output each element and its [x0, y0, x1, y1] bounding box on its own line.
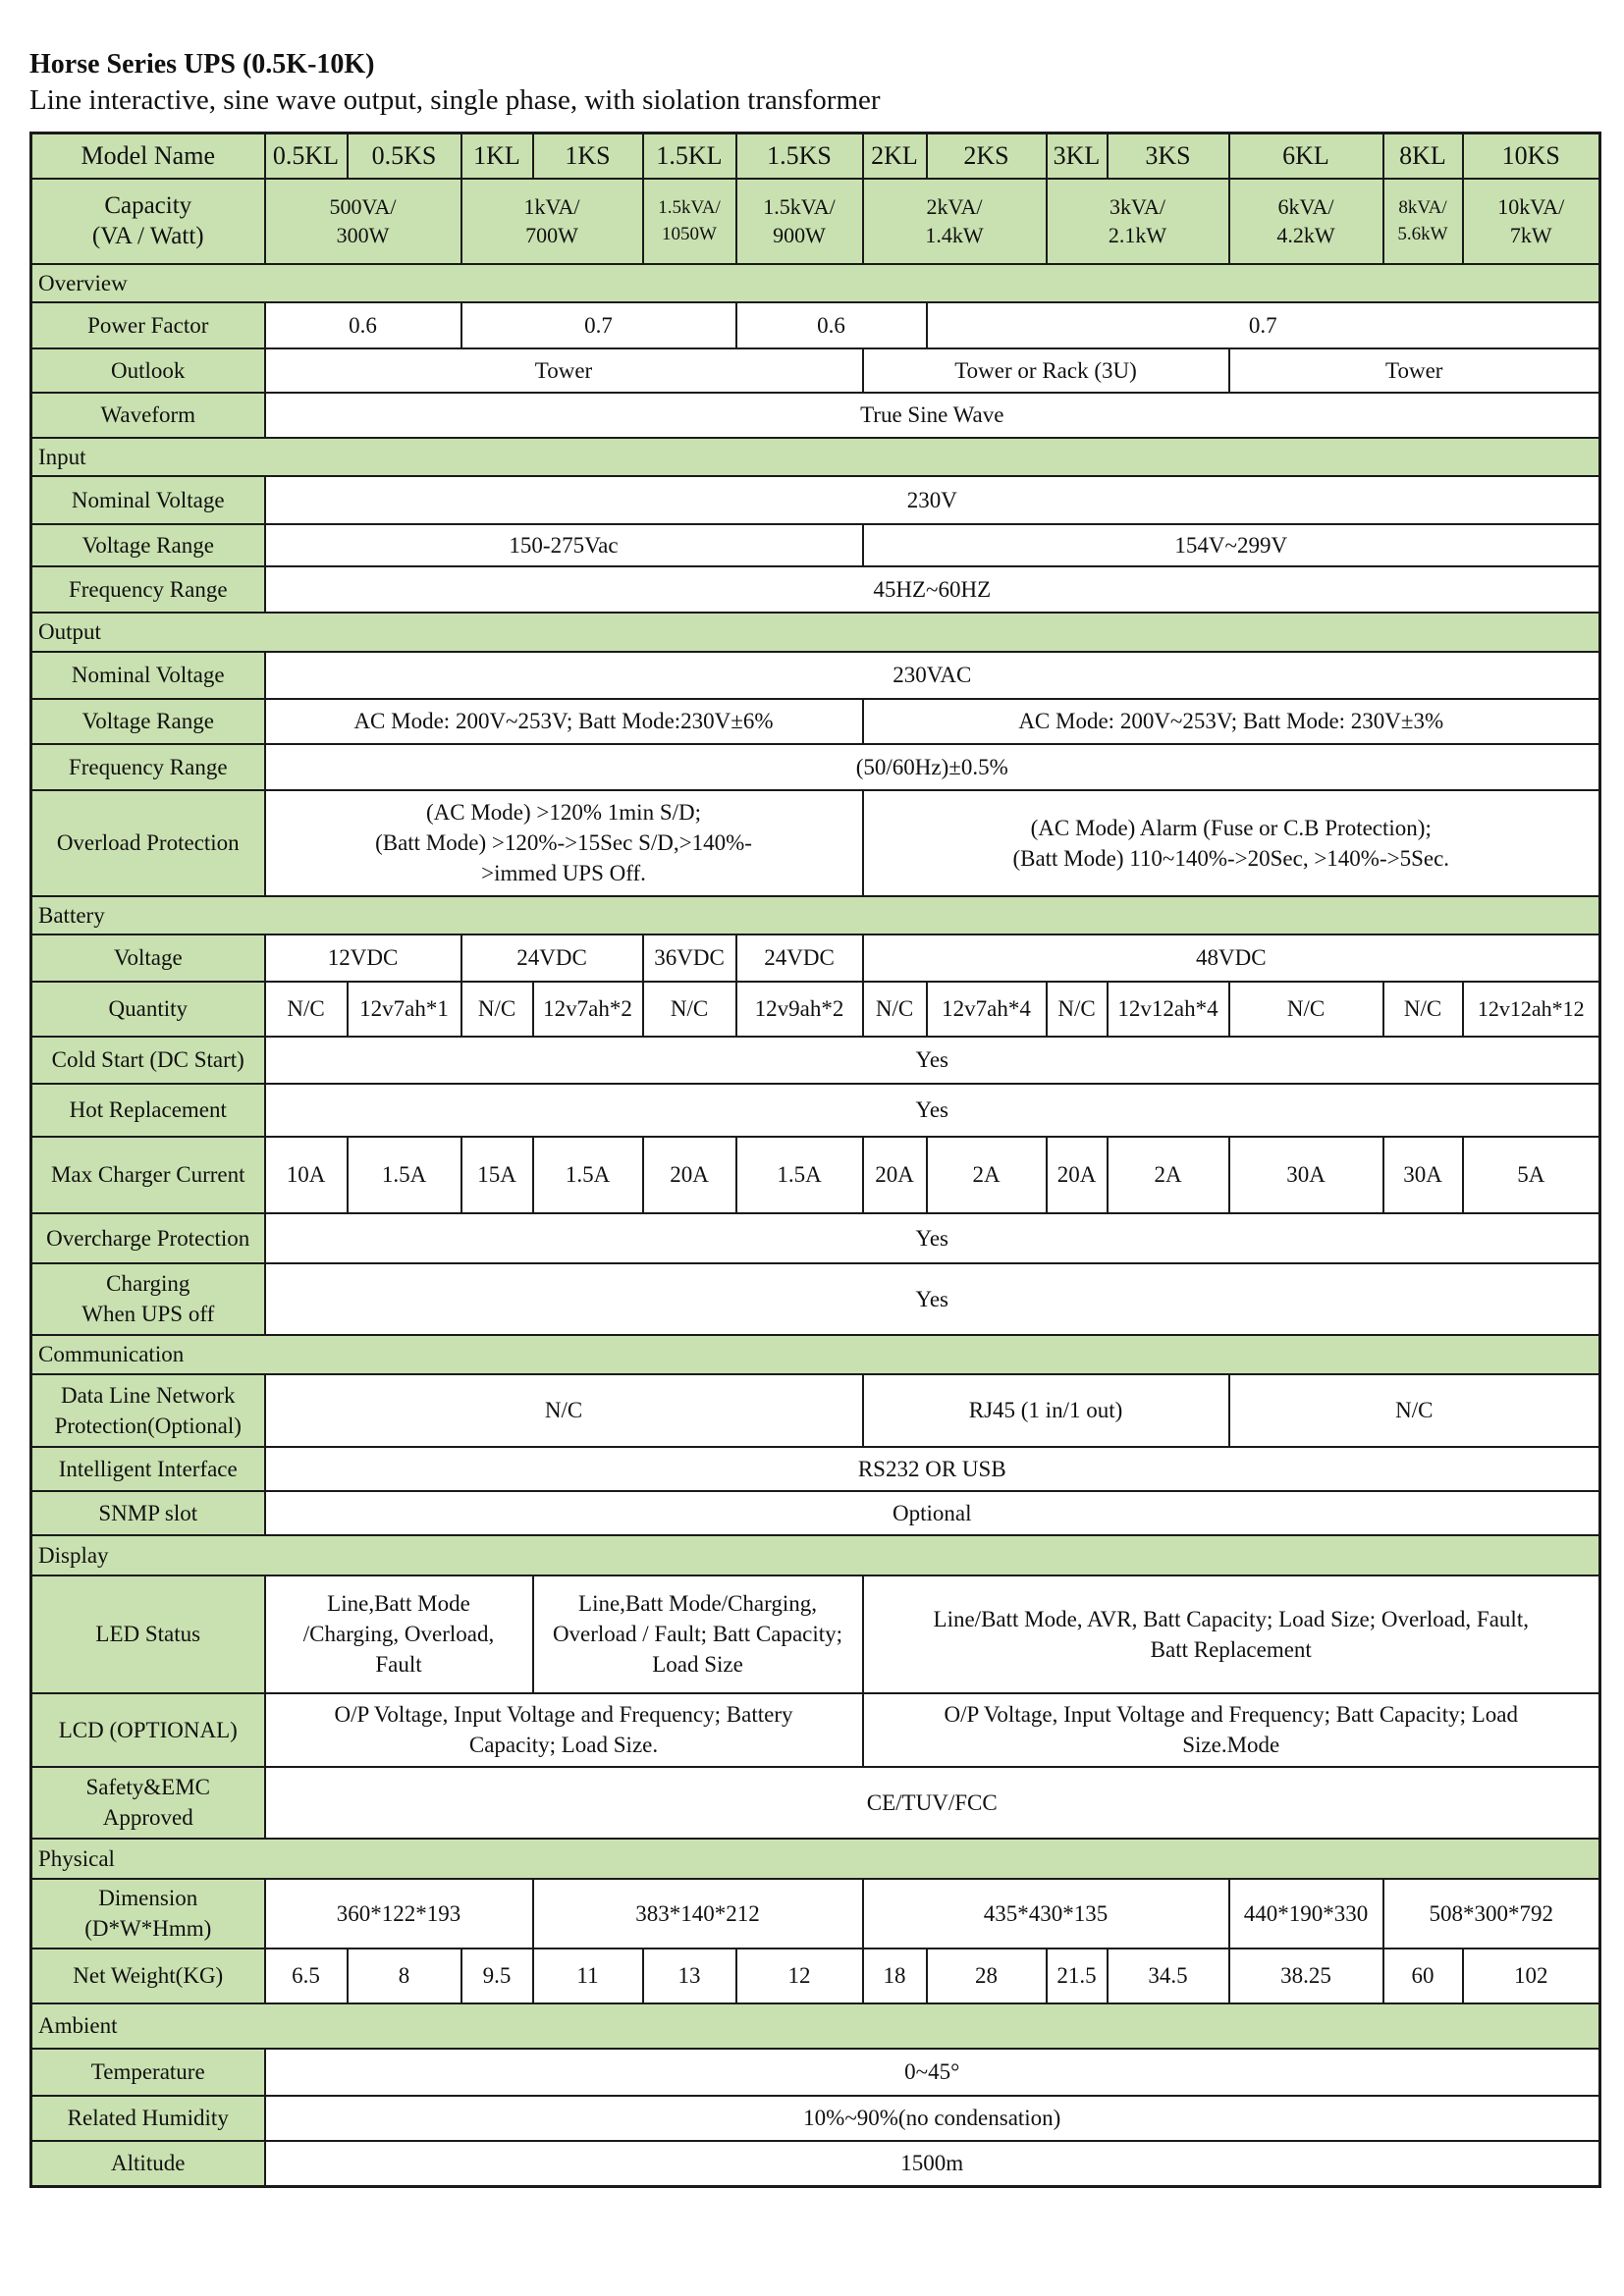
model-cell: 10KS	[1463, 133, 1600, 179]
value-cell: 36VDC	[643, 934, 736, 982]
section-header: Physical	[31, 1839, 1600, 1879]
row-humidity	[31, 2096, 1600, 2141]
value-cell: 440*190*330	[1229, 1879, 1383, 1949]
model-cell: 2KS	[927, 133, 1047, 179]
value-cell: (AC Mode) Alarm (Fuse or C.B Protection); (Batt Mode) 110~140%->20Sec, >140%->5Sec.	[863, 790, 1600, 896]
value-cell: 2A	[927, 1137, 1047, 1213]
row-overcharge-protection	[31, 1213, 1600, 1263]
section-header: Output	[31, 613, 1600, 652]
row-label: Quantity	[31, 982, 265, 1037]
value-cell: 12VDC	[265, 934, 461, 982]
section-display	[31, 1535, 1600, 1575]
row-label: Cold Start (DC Start)	[31, 1037, 265, 1084]
row-label: Nominal Voltage	[31, 476, 265, 524]
value-cell: 5A	[1463, 1137, 1600, 1213]
section-header: Display	[31, 1535, 1600, 1575]
row-label: Capacity (VA / Watt)	[31, 179, 265, 264]
row-dimension	[31, 1879, 1600, 1949]
value-cell: 360*122*193	[265, 1879, 533, 1949]
row-power-factor	[31, 302, 1600, 348]
row-label: Voltage	[31, 934, 265, 982]
value-cell: Yes	[265, 1037, 1600, 1084]
value-cell: 508*300*792	[1383, 1879, 1600, 1949]
model-cell: 3KS	[1108, 133, 1229, 179]
row-label: Net Weight(KG)	[31, 1949, 265, 2003]
row-output-nominal-voltage	[31, 652, 1600, 699]
row-max-charger-current	[31, 1137, 1600, 1213]
value-cell: 0.6	[736, 302, 927, 348]
capacity-cell: 500VA/ 300W	[265, 179, 461, 264]
model-cell: 0.5KS	[348, 133, 461, 179]
value-cell: 60	[1383, 1949, 1463, 2003]
value-cell: 383*140*212	[533, 1879, 863, 1949]
value-cell: N/C	[643, 982, 736, 1037]
value-cell: Yes	[265, 1263, 1600, 1335]
value-cell: O/P Voltage, Input Voltage and Frequency; Battery Capacity; Load Size.	[265, 1693, 863, 1767]
value-cell: 1.5A	[533, 1137, 643, 1213]
section-header: Battery	[31, 896, 1600, 934]
row-label: Data Line Network Protection(Optional)	[31, 1374, 265, 1447]
row-hot-replacement	[31, 1084, 1600, 1137]
capacity-cell: 10kVA/ 7kW	[1463, 179, 1600, 264]
value-cell: Tower or Rack (3U)	[863, 348, 1229, 393]
value-cell: Line/Batt Mode, AVR, Batt Capacity; Load Size; Overload, Fault, Batt Replacement	[863, 1575, 1600, 1693]
value-cell: 10A	[265, 1137, 348, 1213]
row-safety-emc	[31, 1767, 1600, 1839]
row-model-name	[31, 133, 1600, 179]
row-battery-voltage	[31, 934, 1600, 982]
value-cell: 1.5A	[736, 1137, 863, 1213]
value-cell: Tower	[1229, 348, 1600, 393]
value-cell: 12	[736, 1949, 863, 2003]
capacity-cell: 2kVA/ 1.4kW	[863, 179, 1047, 264]
value-cell: 1500m	[265, 2141, 1600, 2187]
row-label: Voltage Range	[31, 524, 265, 566]
row-overload-protection	[31, 790, 1600, 896]
capacity-cell: 6kVA/ 4.2kW	[1229, 179, 1383, 264]
value-cell: 20A	[1047, 1137, 1108, 1213]
document-subtitle: Line interactive, sine wave output, single phase, with siolation transformer	[29, 84, 881, 116]
value-cell: 12v9ah*2	[736, 982, 863, 1037]
value-cell: (AC Mode) >120% 1min S/D; (Batt Mode) >120%->15Sec S/D,>140%- >immed UPS Off.	[265, 790, 863, 896]
section-header: Input	[31, 438, 1600, 476]
value-cell: 45HZ~60HZ	[265, 566, 1600, 613]
spec-table	[29, 132, 1601, 2188]
row-label: Safety&EMC Approved	[31, 1767, 265, 1839]
value-cell: RS232 OR USB	[265, 1447, 1600, 1491]
value-cell: Optional	[265, 1491, 1600, 1535]
row-label: Outlook	[31, 348, 265, 393]
model-cell: 1KL	[461, 133, 533, 179]
section-communication	[31, 1335, 1600, 1374]
section-physical	[31, 1839, 1600, 1879]
model-cell: 3KL	[1047, 133, 1108, 179]
value-cell: AC Mode: 200V~253V; Batt Mode:230V±6%	[265, 699, 863, 744]
value-cell: N/C	[461, 982, 533, 1037]
value-cell: 0.6	[265, 302, 461, 348]
value-cell: 34.5	[1108, 1949, 1229, 2003]
value-cell: 10%~90%(no condensation)	[265, 2096, 1600, 2141]
section-header: Ambient	[31, 2003, 1600, 2049]
row-waveform	[31, 393, 1600, 438]
value-cell: 24VDC	[736, 934, 863, 982]
row-label: Power Factor	[31, 302, 265, 348]
row-label: Overload Protection	[31, 790, 265, 896]
value-cell: 21.5	[1047, 1949, 1108, 2003]
row-label: Overcharge Protection	[31, 1213, 265, 1263]
capacity-cell: 8kVA/ 5.6kW	[1383, 179, 1463, 264]
value-cell: 435*430*135	[863, 1879, 1229, 1949]
row-input-voltage-range	[31, 524, 1600, 566]
model-cell: 1.5KL	[643, 133, 736, 179]
value-cell: 12v12ah*12	[1463, 982, 1600, 1037]
row-input-frequency-range	[31, 566, 1600, 613]
document-title: Horse Series UPS (0.5K-10K)	[29, 49, 375, 80]
row-label: Altitude	[31, 2141, 265, 2187]
row-label: SNMP slot	[31, 1491, 265, 1535]
row-led-status	[31, 1575, 1600, 1693]
row-label: Frequency Range	[31, 744, 265, 790]
model-cell: 6KL	[1229, 133, 1383, 179]
row-label: Hot Replacement	[31, 1084, 265, 1137]
value-cell: 1.5A	[348, 1137, 461, 1213]
row-label: Temperature	[31, 2049, 265, 2096]
value-cell: N/C	[1229, 1374, 1600, 1447]
value-cell: 30A	[1229, 1137, 1383, 1213]
value-cell: 154V~299V	[863, 524, 1600, 566]
model-cell: 1.5KS	[736, 133, 863, 179]
value-cell: 0.7	[461, 302, 736, 348]
value-cell: 230V	[265, 476, 1600, 524]
value-cell: N/C	[265, 982, 348, 1037]
capacity-cell: 1.5kVA/ 1050W	[643, 179, 736, 264]
row-label: Dimension (D*W*Hmm)	[31, 1879, 265, 1949]
value-cell: 2A	[1108, 1137, 1229, 1213]
section-output	[31, 613, 1600, 652]
row-input-nominal-voltage	[31, 476, 1600, 524]
value-cell: 12v7ah*1	[348, 982, 461, 1037]
row-output-frequency-range	[31, 744, 1600, 790]
value-cell: 11	[533, 1949, 643, 2003]
value-cell: True Sine Wave	[265, 393, 1600, 438]
value-cell: Line,Batt Mode/Charging, Overload / Fault; Batt Capacity; Load Size	[533, 1575, 863, 1693]
value-cell: 12v12ah*4	[1108, 982, 1229, 1037]
value-cell: 20A	[863, 1137, 927, 1213]
value-cell: 18	[863, 1949, 927, 2003]
row-outlook	[31, 348, 1600, 393]
value-cell: N/C	[1047, 982, 1108, 1037]
capacity-cell: 3kVA/ 2.1kW	[1047, 179, 1229, 264]
value-cell: 28	[927, 1949, 1047, 2003]
section-input	[31, 438, 1600, 476]
capacity-cell: 1kVA/ 700W	[461, 179, 643, 264]
row-label: LED Status	[31, 1575, 265, 1693]
row-label: Charging When UPS off	[31, 1263, 265, 1335]
value-cell: 0.7	[927, 302, 1600, 348]
value-cell: 230VAC	[265, 652, 1600, 699]
value-cell: 30A	[1383, 1137, 1463, 1213]
value-cell: 12v7ah*2	[533, 982, 643, 1037]
value-cell: N/C	[1383, 982, 1463, 1037]
row-label: LCD (OPTIONAL)	[31, 1693, 265, 1767]
row-charging-when-off	[31, 1263, 1600, 1335]
row-label: Voltage Range	[31, 699, 265, 744]
row-label: Frequency Range	[31, 566, 265, 613]
value-cell: AC Mode: 200V~253V; Batt Mode: 230V±3%	[863, 699, 1600, 744]
row-intelligent-interface	[31, 1447, 1600, 1491]
value-cell: (50/60Hz)±0.5%	[265, 744, 1600, 790]
value-cell: 15A	[461, 1137, 533, 1213]
value-cell: N/C	[265, 1374, 863, 1447]
row-battery-quantity	[31, 982, 1600, 1037]
row-label: Waveform	[31, 393, 265, 438]
value-cell: 6.5	[265, 1949, 348, 2003]
value-cell: CE/TUV/FCC	[265, 1767, 1600, 1839]
row-cold-start	[31, 1037, 1600, 1084]
row-label: Related Humidity	[31, 2096, 265, 2141]
value-cell: O/P Voltage, Input Voltage and Frequency; Batt Capacity; Load Size.Mode	[863, 1693, 1600, 1767]
capacity-cell: 1.5kVA/ 900W	[736, 179, 863, 264]
model-cell: 2KL	[863, 133, 927, 179]
row-output-voltage-range	[31, 699, 1600, 744]
value-cell: 48VDC	[863, 934, 1600, 982]
value-cell: RJ45 (1 in/1 out)	[863, 1374, 1229, 1447]
model-cell: 0.5KL	[265, 133, 348, 179]
row-net-weight	[31, 1949, 1600, 2003]
row-label: Nominal Voltage	[31, 652, 265, 699]
section-battery	[31, 896, 1600, 934]
row-capacity	[31, 179, 1600, 264]
value-cell: 13	[643, 1949, 736, 2003]
value-cell: N/C	[1229, 982, 1383, 1037]
section-overview	[31, 264, 1600, 302]
value-cell: Line,Batt Mode /Charging, Overload, Fault	[265, 1575, 533, 1693]
value-cell: 9.5	[461, 1949, 533, 2003]
row-lcd	[31, 1693, 1600, 1767]
document-header	[29, 47, 1600, 120]
row-temperature	[31, 2049, 1600, 2096]
value-cell: N/C	[863, 982, 927, 1037]
row-snmp-slot	[31, 1491, 1600, 1535]
value-cell: Yes	[265, 1213, 1600, 1263]
row-label: Model Name	[31, 133, 265, 179]
value-cell: 0~45°	[265, 2049, 1600, 2096]
value-cell: Tower	[265, 348, 863, 393]
model-cell: 1KS	[533, 133, 643, 179]
value-cell: 38.25	[1229, 1949, 1383, 2003]
value-cell: 24VDC	[461, 934, 643, 982]
section-header: Overview	[31, 264, 1600, 302]
value-cell: 102	[1463, 1949, 1600, 2003]
row-label: Max Charger Current	[31, 1137, 265, 1213]
value-cell: 20A	[643, 1137, 736, 1213]
value-cell: 150-275Vac	[265, 524, 863, 566]
value-cell: Yes	[265, 1084, 1600, 1137]
row-label: Intelligent Interface	[31, 1447, 265, 1491]
value-cell: 8	[348, 1949, 461, 2003]
model-cell: 8KL	[1383, 133, 1463, 179]
section-ambient	[31, 2003, 1600, 2049]
row-data-line-protection	[31, 1374, 1600, 1447]
row-altitude	[31, 2141, 1600, 2187]
value-cell: 12v7ah*4	[927, 982, 1047, 1037]
section-header: Communication	[31, 1335, 1600, 1374]
